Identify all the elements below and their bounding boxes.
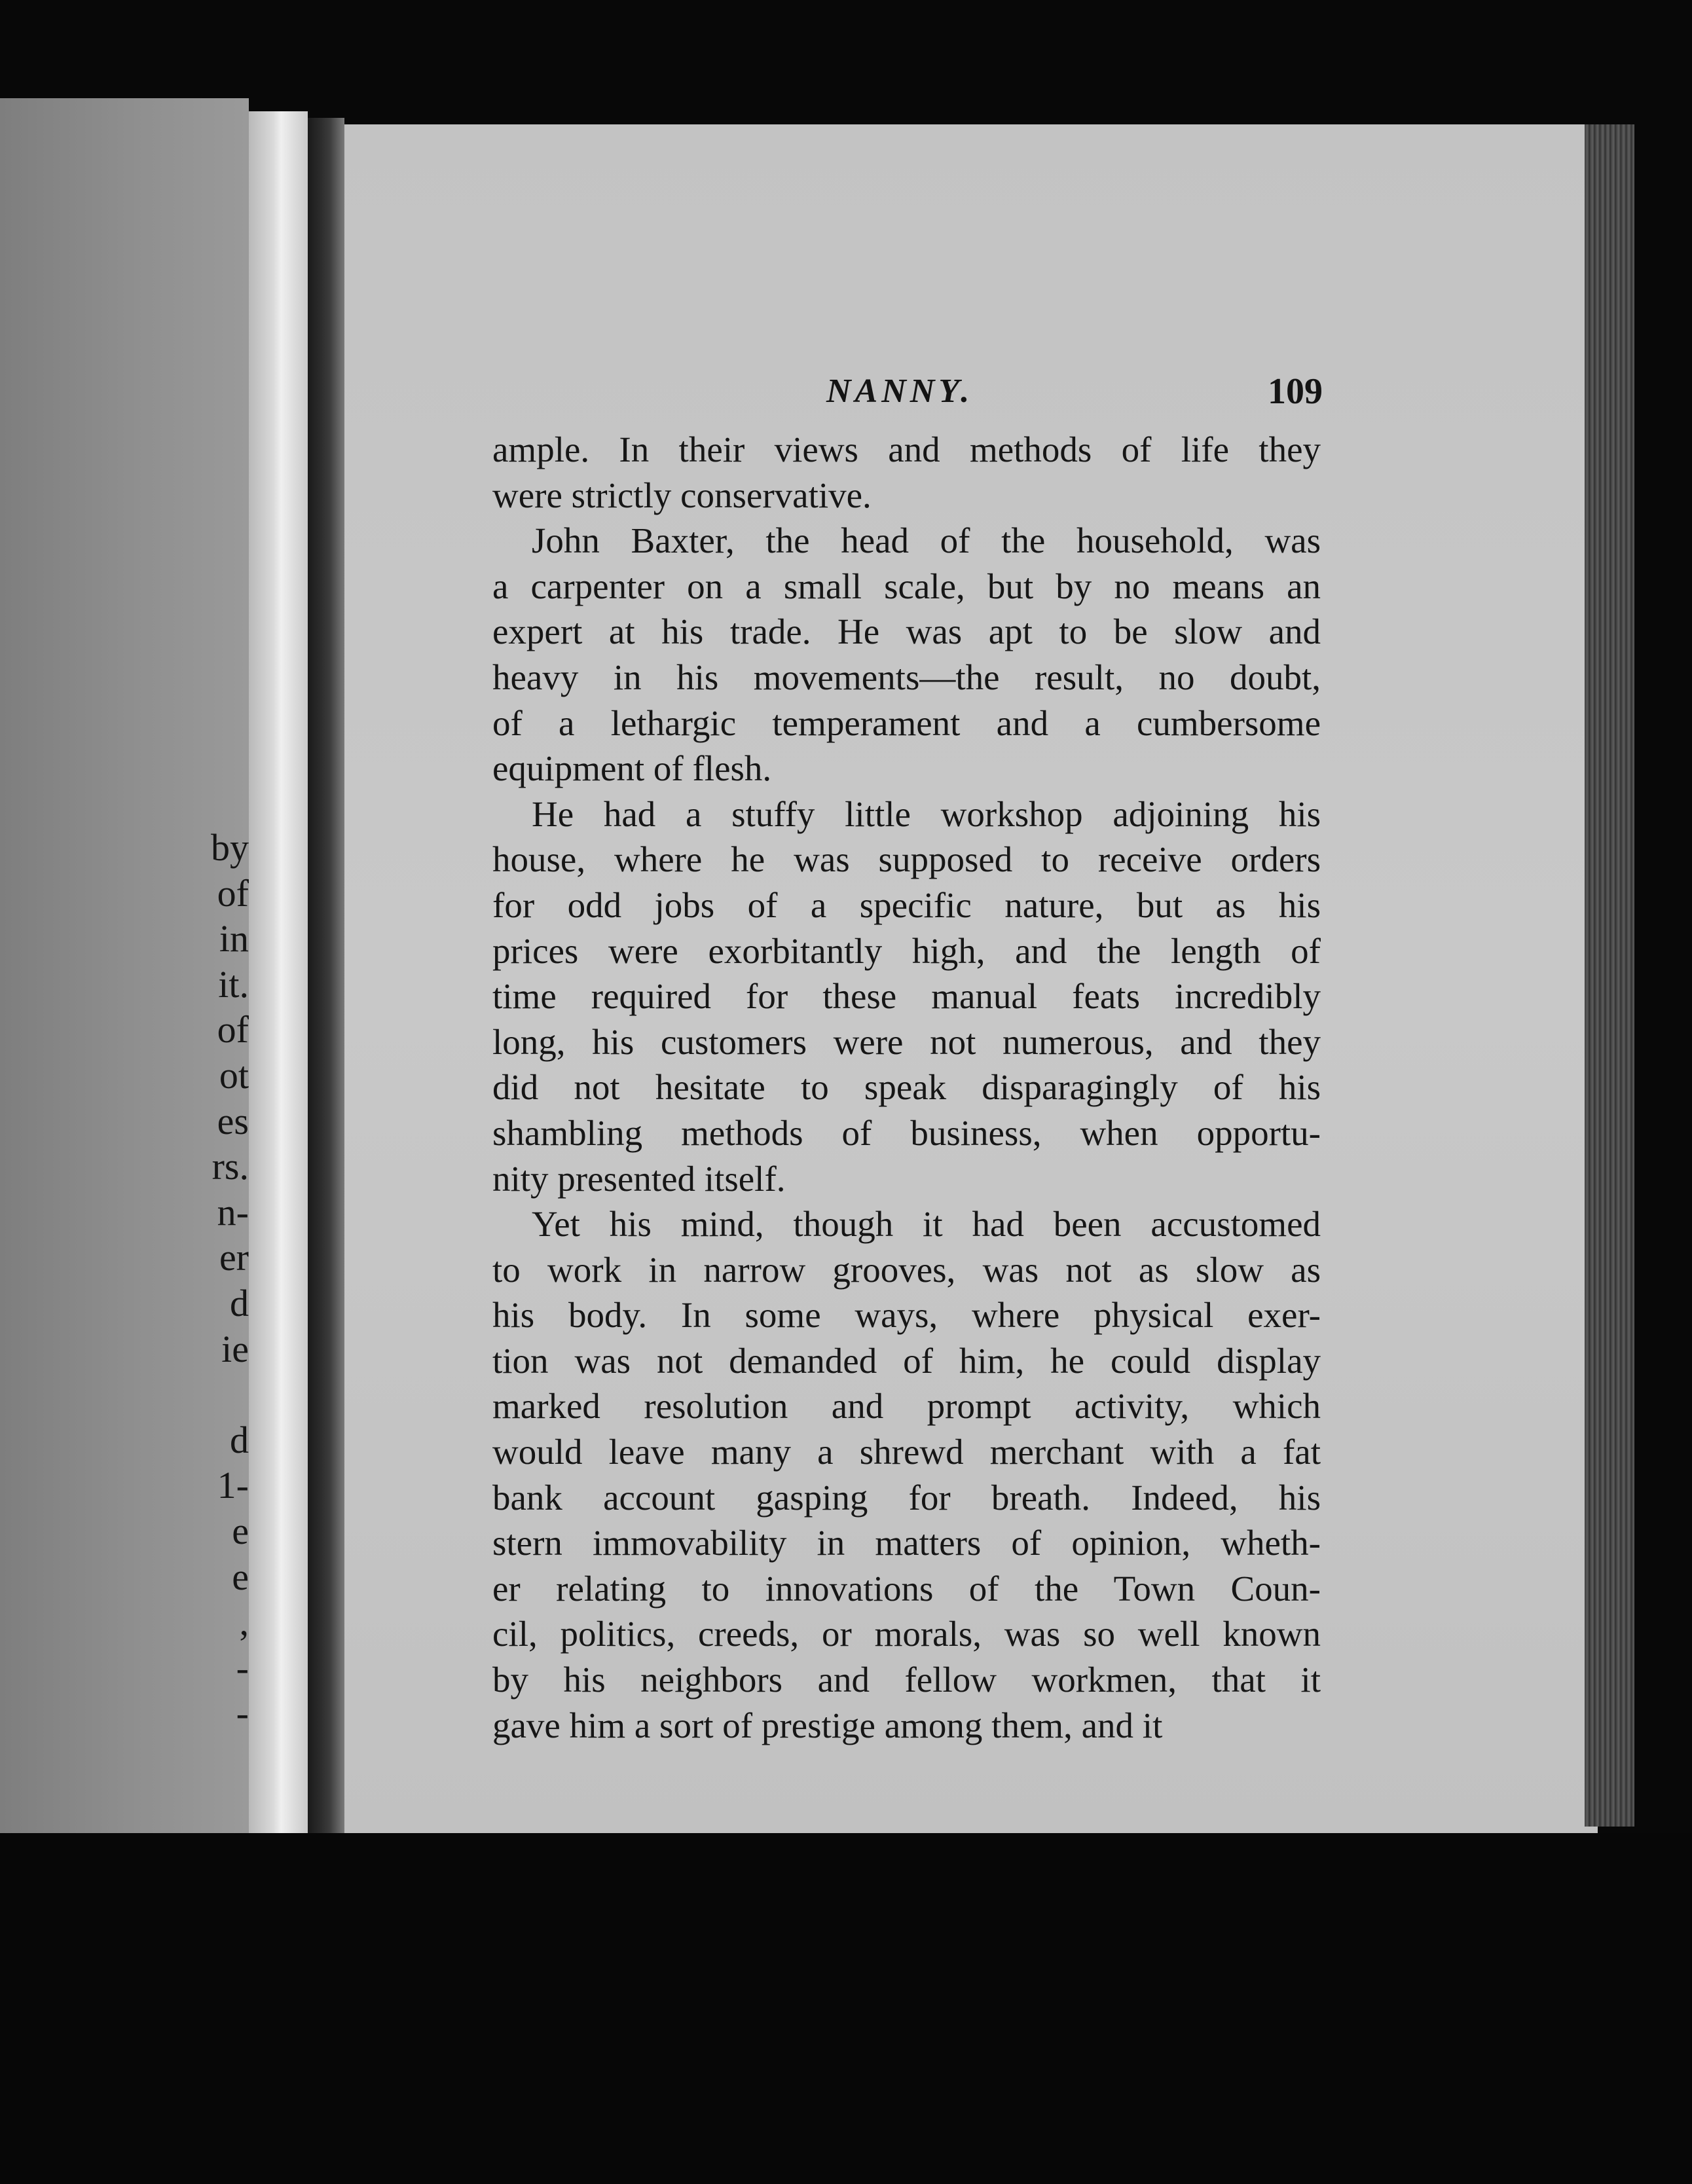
text-line: stern immovability in matters of opinion, wheth- [492,1523,1321,1563]
left-page-fragment: 1- [217,1464,249,1507]
page-number: 109 [1268,371,1323,412]
left-page-fragment: d [230,1282,249,1324]
text-line: of a lethargic temperament and a cumbersome [492,702,1321,743]
text-line: nity presented itself. [492,1158,786,1199]
text-line: a carpenter on a small scale, but by no means an [492,566,1321,606]
text-line: marked resolution and prompt activity, which [492,1386,1321,1427]
text-line: for odd jobs of a specific nature, but as his [492,884,1321,925]
text-line: gave him a sort of prestige among them, and it [492,1705,1163,1745]
body-text [492,427,1321,1748]
text-line: to work in narrow grooves, was not as slow as [492,1249,1321,1290]
text-line: ample. In their views and methods of life they [492,429,1321,469]
left-page-fragment: ie [221,1327,249,1370]
text-line: equipment of flesh. [492,748,772,789]
left-page-fragment: - [236,1692,249,1735]
text-line: tion was not demanded of him, he could display [492,1340,1321,1381]
text-line: prices were exorbitantly high, and the length of [492,930,1321,971]
text-line: were strictly conservative. [492,475,872,515]
running-head: NANNY. [826,373,974,410]
text-line: Yet his mind, though it had been accustomed [532,1204,1321,1245]
left-page-fragment: , [239,1601,249,1644]
scan-background [0,1833,1692,2184]
text-line: er relating to innovations of the Town Coun- [492,1568,1321,1609]
left-page-fragment: es [217,1099,249,1142]
text-line: bank account gasping for breath. Indeed, his [492,1477,1321,1518]
gutter-shadow [308,118,344,1833]
text-line: John Baxter, the head of the household, was [532,520,1321,561]
left-page-fragment: e [232,1510,249,1552]
left-page-fragment: of [217,871,249,915]
text-line: He had a stuffy little workshop adjoining his [532,793,1321,834]
text-line: his body. In some ways, where physical exer- [492,1295,1321,1336]
text-line: long, his customers were not numerous, and they [492,1021,1321,1062]
left-page-fragment: e [232,1555,249,1598]
left-page-fragment: - [236,1646,249,1689]
text-line: cil, politics, creeds, or morals, was so well known [492,1614,1321,1654]
left-page-fragment: of [217,1008,249,1051]
text-line: did not hesitate to speak disparagingly of his [492,1067,1321,1108]
book-gutter [249,111,308,1833]
left-page-fragment: ot [219,1054,249,1097]
left-page-fragment: in [219,917,249,960]
text-line: expert at his trade. He was apt to be slow and [492,611,1321,652]
text-line: by his neighbors and fellow workmen, that it [492,1660,1321,1700]
left-page-fragment: d [230,1418,249,1461]
left-page [0,98,249,1833]
text-line: would leave many a shrewd merchant with a fat [492,1432,1321,1472]
left-page-fragment: it. [218,962,249,1006]
left-page-fragment: by [211,826,249,869]
text-line: time required for these manual feats incredibly [492,976,1321,1017]
left-page-fragment: n- [217,1190,249,1233]
text-line: house, where he was supposed to receive orders [492,839,1321,880]
left-page-fragment: rs. [212,1145,249,1188]
page-edges [1585,124,1634,1827]
text-line: heavy in his movements—the result, no doubt, [492,657,1321,697]
text-line: shambling methods of business, when opportu- [492,1112,1321,1153]
left-page-fragment: er [219,1236,249,1279]
